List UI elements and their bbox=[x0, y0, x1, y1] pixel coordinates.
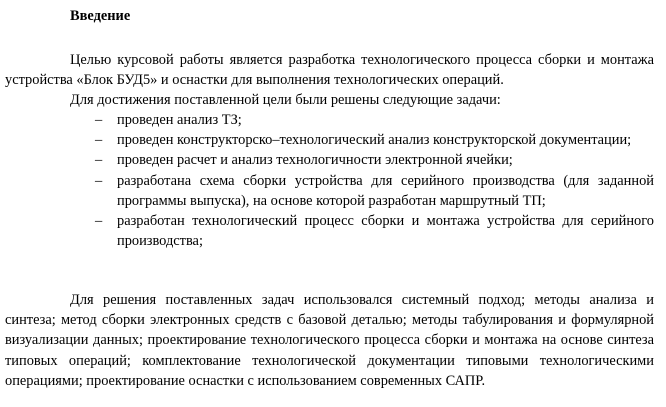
list-item-text: проведен расчет и анализ технологичности электронной ячейки; bbox=[117, 152, 513, 169]
tasks-intro-line: Для достижения поставленной цели были решены следующие задачи: bbox=[70, 92, 501, 108]
list-item bbox=[0, 211, 654, 251]
list-item-text: проведен конструкторско–технологический анализ конструкторской документации; bbox=[117, 132, 632, 149]
list-item-text: проведен анализ ТЗ; bbox=[117, 112, 242, 128]
bullet-dash: – bbox=[95, 172, 103, 189]
list-item bbox=[0, 130, 654, 150]
list-item-text: разработан технологический процесс сборки и монтажа устройства для серийного производства; bbox=[117, 213, 654, 250]
bullet-dash: – bbox=[95, 112, 103, 128]
bullet-dash: – bbox=[95, 152, 103, 169]
list-item bbox=[0, 110, 654, 130]
list-item-text: разработана схема сборки устройства для серийного производства (для заданной программы выпуска), на основе которой разработан маршрутный ТП; bbox=[117, 172, 654, 209]
methods-paragraph: Для решения поставленных задач использовался системный подход; методы анализа и синтеза; метод сборки электронных средств с базовой деталью; методы табулирования и формулярной визуализации данных; проектирование технологического процесса сборки и монтажа на основе синтеза типовых операций; комплектование технологической документации типовыми технологическими операциями; проектирование оснастки с использованием современных САПР. bbox=[5, 292, 654, 389]
list-item bbox=[0, 171, 654, 211]
section-heading: Введение bbox=[70, 8, 131, 24]
list-item bbox=[0, 150, 654, 170]
task-list bbox=[0, 110, 666, 251]
goal-paragraph: Целью курсовой работы является разработка технологического процесса сборки и монтажа устройства «Блок БУД5» и оснастки для выполнения технологических операций. bbox=[5, 52, 654, 89]
bullet-dash: – bbox=[95, 213, 103, 230]
bullet-dash: – bbox=[95, 132, 103, 149]
